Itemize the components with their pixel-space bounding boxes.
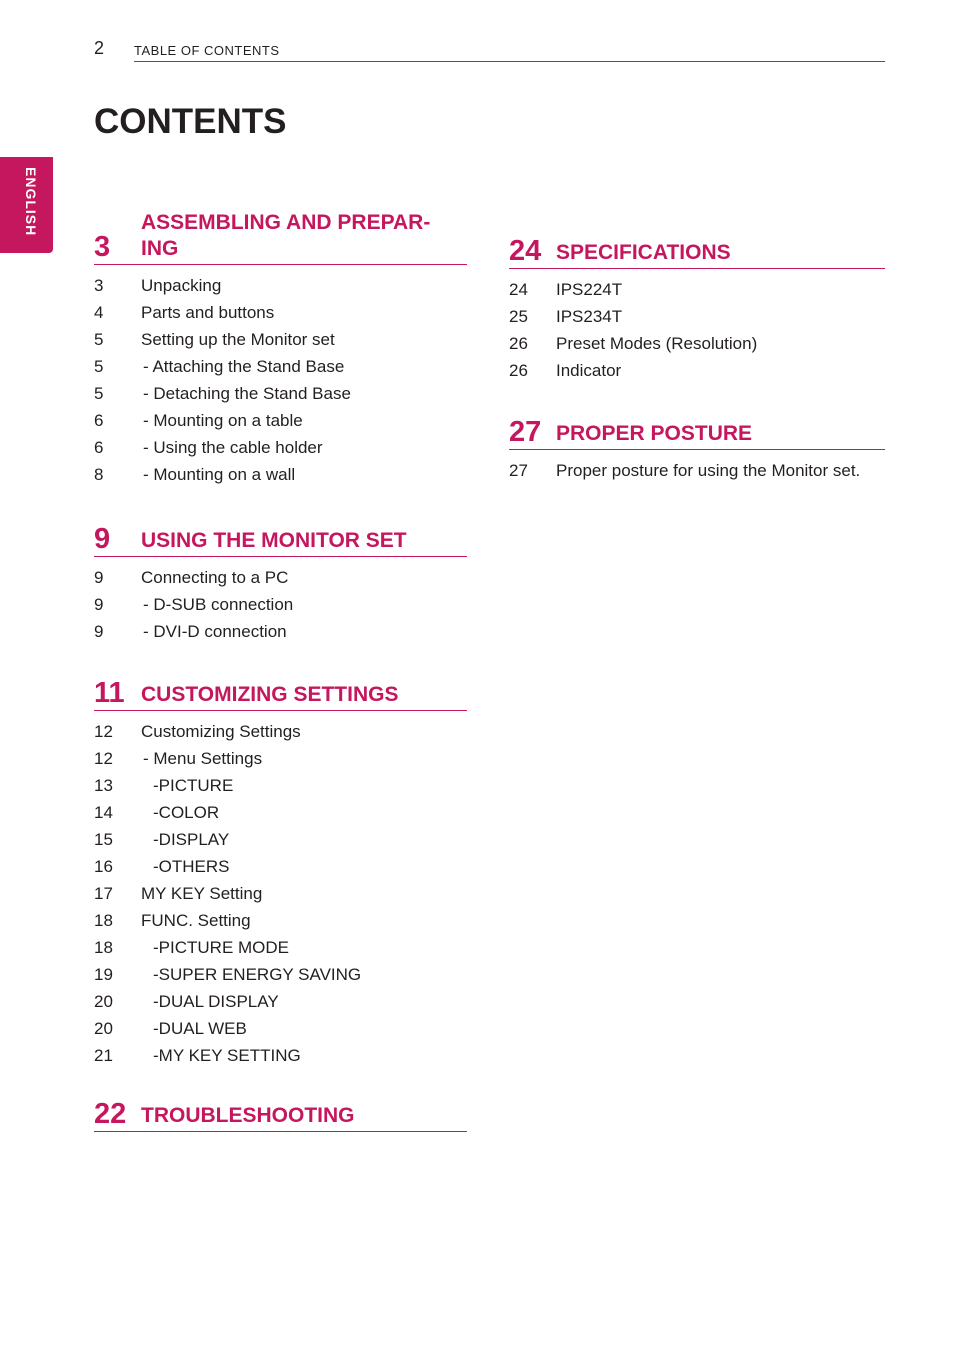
toc-entry-page: 8 — [94, 465, 104, 484]
toc-entry[interactable] — [509, 333, 885, 360]
toc-subentry[interactable] — [94, 437, 467, 464]
toc-subsubentry[interactable] — [94, 1045, 467, 1072]
toc-entry-label: Unpacking — [141, 276, 222, 295]
toc-subsubentry[interactable] — [94, 991, 467, 1018]
section-heading — [509, 235, 885, 269]
toc-entry-label: Proper posture for using the Monitor set. — [556, 461, 861, 480]
toc-subsubentry[interactable] — [94, 775, 467, 802]
toc-entry-page: 15 — [94, 830, 113, 849]
toc-entry-page: 6 — [94, 411, 104, 430]
toc-section-troubleshooting — [94, 1098, 467, 1132]
toc-entry-page: 13 — [94, 776, 113, 795]
section-number: 22 — [94, 1098, 127, 1130]
toc-entry-page: 14 — [94, 803, 113, 822]
running-header: TABLE OF CONTENTS — [134, 43, 280, 58]
toc-entry-label: - Detaching the Stand Base — [143, 383, 351, 405]
toc-subsubentry[interactable] — [94, 1018, 467, 1045]
toc-entry-label: Preset Modes (Resolution) — [556, 334, 758, 353]
section-heading — [94, 210, 467, 265]
section-number: 24 — [509, 235, 542, 267]
toc-entry-label: - Menu Settings — [143, 748, 262, 770]
toc-entry[interactable] — [94, 721, 467, 748]
toc-entry[interactable] — [94, 910, 467, 937]
toc-entry-page: 27 — [509, 461, 528, 480]
toc-entry-label: Indicator — [556, 361, 622, 380]
header-rule — [134, 61, 885, 62]
toc-entry-label: - SUPER ENERGY SAVING — [153, 964, 361, 986]
toc-entry-page: 12 — [94, 722, 113, 741]
toc-entry[interactable] — [94, 883, 467, 910]
toc-entry-page: 26 — [509, 334, 528, 353]
toc-section-assembling — [94, 210, 467, 491]
toc-entry-label: - D-SUB connection — [143, 594, 293, 616]
toc-subsubentry[interactable] — [94, 856, 467, 883]
toc-entry[interactable] — [94, 302, 467, 329]
toc-entry-page: 25 — [509, 307, 528, 326]
toc-entry-label: - Mounting on a table — [143, 410, 303, 432]
toc-entry[interactable] — [509, 360, 885, 387]
toc-entry-label: - PICTURE MODE — [153, 937, 289, 959]
toc-subsubentry[interactable] — [94, 964, 467, 991]
toc-entry-page: 18 — [94, 911, 113, 930]
toc-entry[interactable] — [94, 329, 467, 356]
toc-subsubentry[interactable] — [94, 829, 467, 856]
toc-entry[interactable] — [509, 279, 885, 306]
toc-entry-label: - OTHERS — [153, 856, 230, 878]
toc-entry-label: - MY KEY SETTING — [153, 1045, 301, 1067]
toc-entry-label: Customizing Settings — [141, 722, 301, 741]
toc-entry-page: 16 — [94, 857, 113, 876]
toc-entry-label: Connecting to a PC — [141, 568, 289, 587]
toc-section-using — [94, 523, 467, 648]
section-heading — [94, 677, 467, 711]
toc-entry-label: - DUAL DISPLAY — [153, 991, 279, 1013]
toc-entry-page: 9 — [94, 622, 104, 641]
toc-entry-page: 19 — [94, 965, 113, 984]
toc-entry-page: 3 — [94, 276, 104, 295]
toc-subsubentry[interactable] — [94, 802, 467, 829]
toc-entry[interactable] — [94, 567, 467, 594]
toc-entry-label: - DVI-D connection — [143, 621, 287, 643]
toc-entry-page: 5 — [94, 384, 104, 403]
language-tab — [0, 157, 53, 253]
toc-section-customizing — [94, 677, 467, 1072]
toc-subentry[interactable] — [94, 621, 467, 648]
toc-entry-label: MY KEY Setting — [141, 884, 263, 903]
toc-entry-page: 4 — [94, 303, 104, 322]
toc-entry[interactable] — [94, 275, 467, 302]
toc-subentry[interactable] — [94, 594, 467, 621]
toc-entry-page: 24 — [509, 280, 528, 299]
toc-entry-page: 9 — [94, 595, 104, 614]
toc-subentry[interactable] — [94, 356, 467, 383]
toc-entry-label: - DISPLAY — [153, 829, 229, 851]
toc-entry-page: 20 — [94, 1019, 113, 1038]
section-heading — [94, 523, 467, 557]
toc-entry[interactable] — [509, 306, 885, 333]
toc-entry-label: IPS224T — [556, 280, 623, 299]
toc-entry-page: 5 — [94, 357, 104, 376]
toc-subentry[interactable] — [94, 383, 467, 410]
toc-section-posture — [509, 416, 885, 487]
section-title-link[interactable]: USING THE MONITOR SET — [141, 529, 407, 552]
section-heading — [94, 1098, 467, 1132]
toc-section-specifications — [509, 235, 885, 387]
toc-entry-label: FUNC. Setting — [141, 911, 251, 930]
toc-entry-label: - DUAL WEB — [153, 1018, 247, 1040]
toc-entry-page: 18 — [94, 938, 113, 957]
toc-entry-page: 5 — [94, 330, 104, 349]
toc-entry-page: 9 — [94, 568, 104, 587]
toc-subentry[interactable] — [94, 464, 467, 491]
section-heading — [509, 416, 885, 450]
section-title-link[interactable]: CUSTOMIZING SETTINGS — [141, 683, 399, 706]
toc-entry-label: Setting up the Monitor set — [141, 330, 335, 349]
language-tab-label: ENGLISH — [23, 167, 39, 237]
toc-entry-page: 6 — [94, 438, 104, 457]
toc-entry-page: 21 — [94, 1046, 113, 1065]
toc-subentry[interactable] — [94, 748, 467, 775]
toc-entry-label: - COLOR — [153, 802, 219, 824]
toc-entry-label: IPS234T — [556, 307, 623, 326]
section-title-link[interactable]: PROPER POSTURE — [556, 422, 753, 445]
section-number: 3 — [94, 231, 111, 263]
section-title-link[interactable]: SPECIFICATIONS — [556, 241, 731, 264]
toc-entry[interactable] — [509, 460, 885, 487]
toc-subentry[interactable] — [94, 410, 467, 437]
section-title-link[interactable]: TROUBLESHOOTING — [141, 1104, 355, 1127]
section-number: 9 — [94, 523, 111, 555]
section-title-link[interactable]: ASSEMBLING AND PREPAR- ING — [141, 211, 431, 260]
toc-entry-label: Parts and buttons — [141, 303, 275, 322]
page-number: 2 — [94, 38, 105, 58]
toc-entry-page: 17 — [94, 884, 113, 903]
toc-entry-page: 12 — [94, 749, 113, 768]
toc-entry-page: 20 — [94, 992, 113, 1011]
toc-entry-label: - Mounting on a wall — [143, 464, 295, 486]
section-number: 11 — [94, 677, 125, 709]
page-title: CONTENTS — [94, 102, 287, 141]
toc-entry-label: - Attaching the Stand Base — [143, 356, 344, 378]
toc-entry-page: 26 — [509, 361, 528, 380]
toc-subsubentry[interactable] — [94, 937, 467, 964]
toc-entry-label: - Using the cable holder — [143, 437, 323, 459]
section-number: 27 — [509, 416, 542, 448]
toc-entry-label: - PICTURE — [153, 775, 233, 797]
